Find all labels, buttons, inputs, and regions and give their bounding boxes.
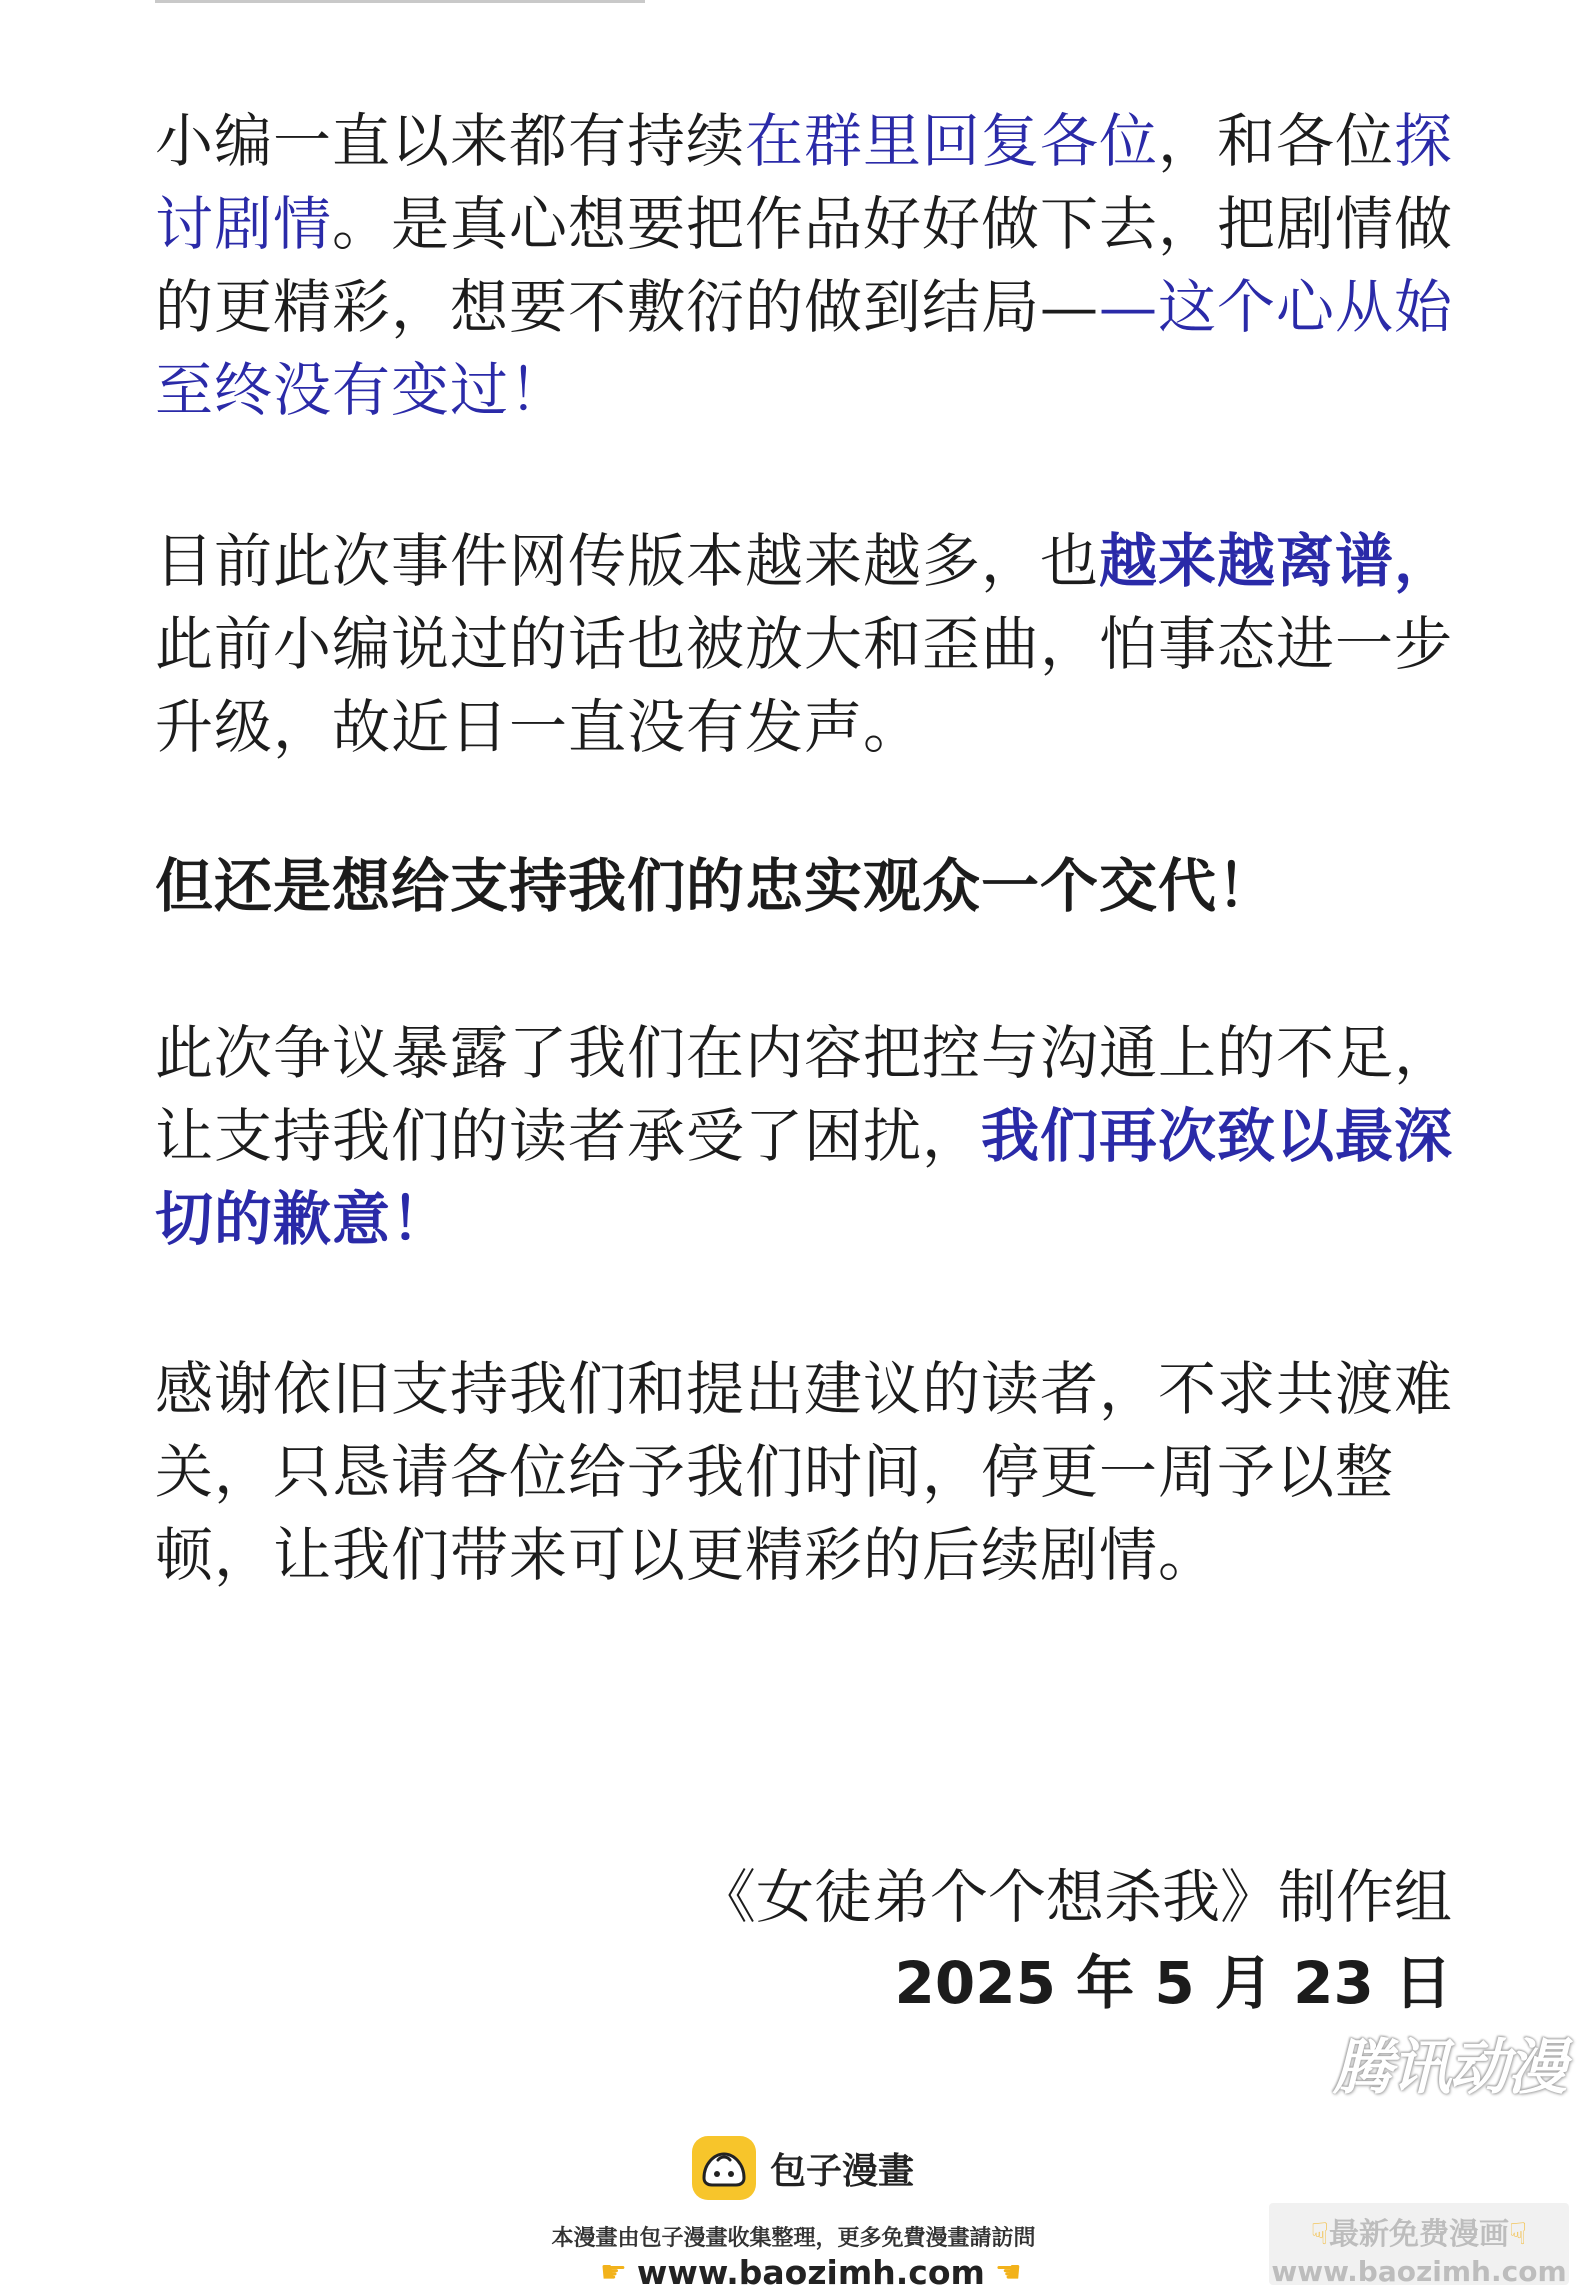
pointing-hand-icon: ☚ (994, 2255, 1022, 2290)
text-run: 越来越离谱， (1099, 527, 1454, 595)
baozi-bun-icon (690, 2134, 758, 2202)
text-run: 感谢依旧支持我们和提出建议的读者，不求共渡难关，只恳请各位给予我们时间，停更一周予以整顿，让我们带来可以更精彩的后续剧情。 (155, 1355, 1454, 1589)
para-rumors (155, 520, 1455, 769)
text-run: 此前小编说过的话也被放大和歪曲，怕事态进一步升级，故近日一直没有发声。 (155, 610, 1454, 761)
brand-name: 包子漫畫 (770, 2150, 915, 2192)
signature-team: 《女徒弟个个想杀我》制作组 (697, 1863, 1452, 1931)
text-run: 目前此次事件网传版本越来越多，也 (155, 527, 1100, 595)
text-run: 在群里回复各位 (745, 107, 1159, 175)
corner-watermark-title: 最新免费漫画 (1329, 2217, 1509, 2252)
top-divider (155, 0, 645, 3)
para-apology (155, 1012, 1455, 1261)
text-run: 。是真心想要把作品好好做下去，把剧情做的更精彩，想要不敷衍的做到结局— (155, 190, 1454, 341)
corner-watermark-url: www.baozimh.com (1271, 2255, 1567, 2288)
text-run: 我们再次致以最深切的歉意！ (155, 1102, 1454, 1253)
pointing-hand-icon: ☛ (600, 2255, 627, 2290)
footer-url[interactable]: www.baozimh.com (636, 2253, 985, 2292)
text-run: 此次争议暴露了我们在内容把控与沟通上的不足，让支持我们的读者承受了困扰， (155, 1019, 1454, 1170)
para-thanks (155, 1348, 1455, 1597)
brand-logo-row[interactable] (690, 2133, 914, 2203)
text-run: 探讨剧情 (155, 107, 1454, 258)
para-explanation (155, 845, 1455, 928)
text-run: 小编一直以来都有持续 (155, 107, 746, 175)
text-run: —这个心从始至终没有变过！ (155, 273, 1454, 424)
tencent-watermark: 腾讯动漫 (1333, 2033, 1565, 2103)
corner-watermark (1269, 2203, 1569, 2288)
pointing-down-hand-icon: ☟ (1509, 2217, 1528, 2252)
signature-date: 2025 年 5 月 23 日 (894, 1949, 1452, 2017)
text-run: ，和各位 (1158, 107, 1395, 175)
footer (0, 2125, 1587, 2292)
footer-note: 本漫畫由包子漫畫收集整理，更多免費漫畫請訪問 (551, 2226, 1036, 2251)
footer-url-row[interactable] (590, 2253, 1032, 2292)
text-run: 但还是想给支持我们的忠实观众一个交代！ (155, 852, 1277, 920)
pointing-down-hand-icon: ☟ (1310, 2217, 1329, 2252)
para-persistence (155, 100, 1455, 432)
